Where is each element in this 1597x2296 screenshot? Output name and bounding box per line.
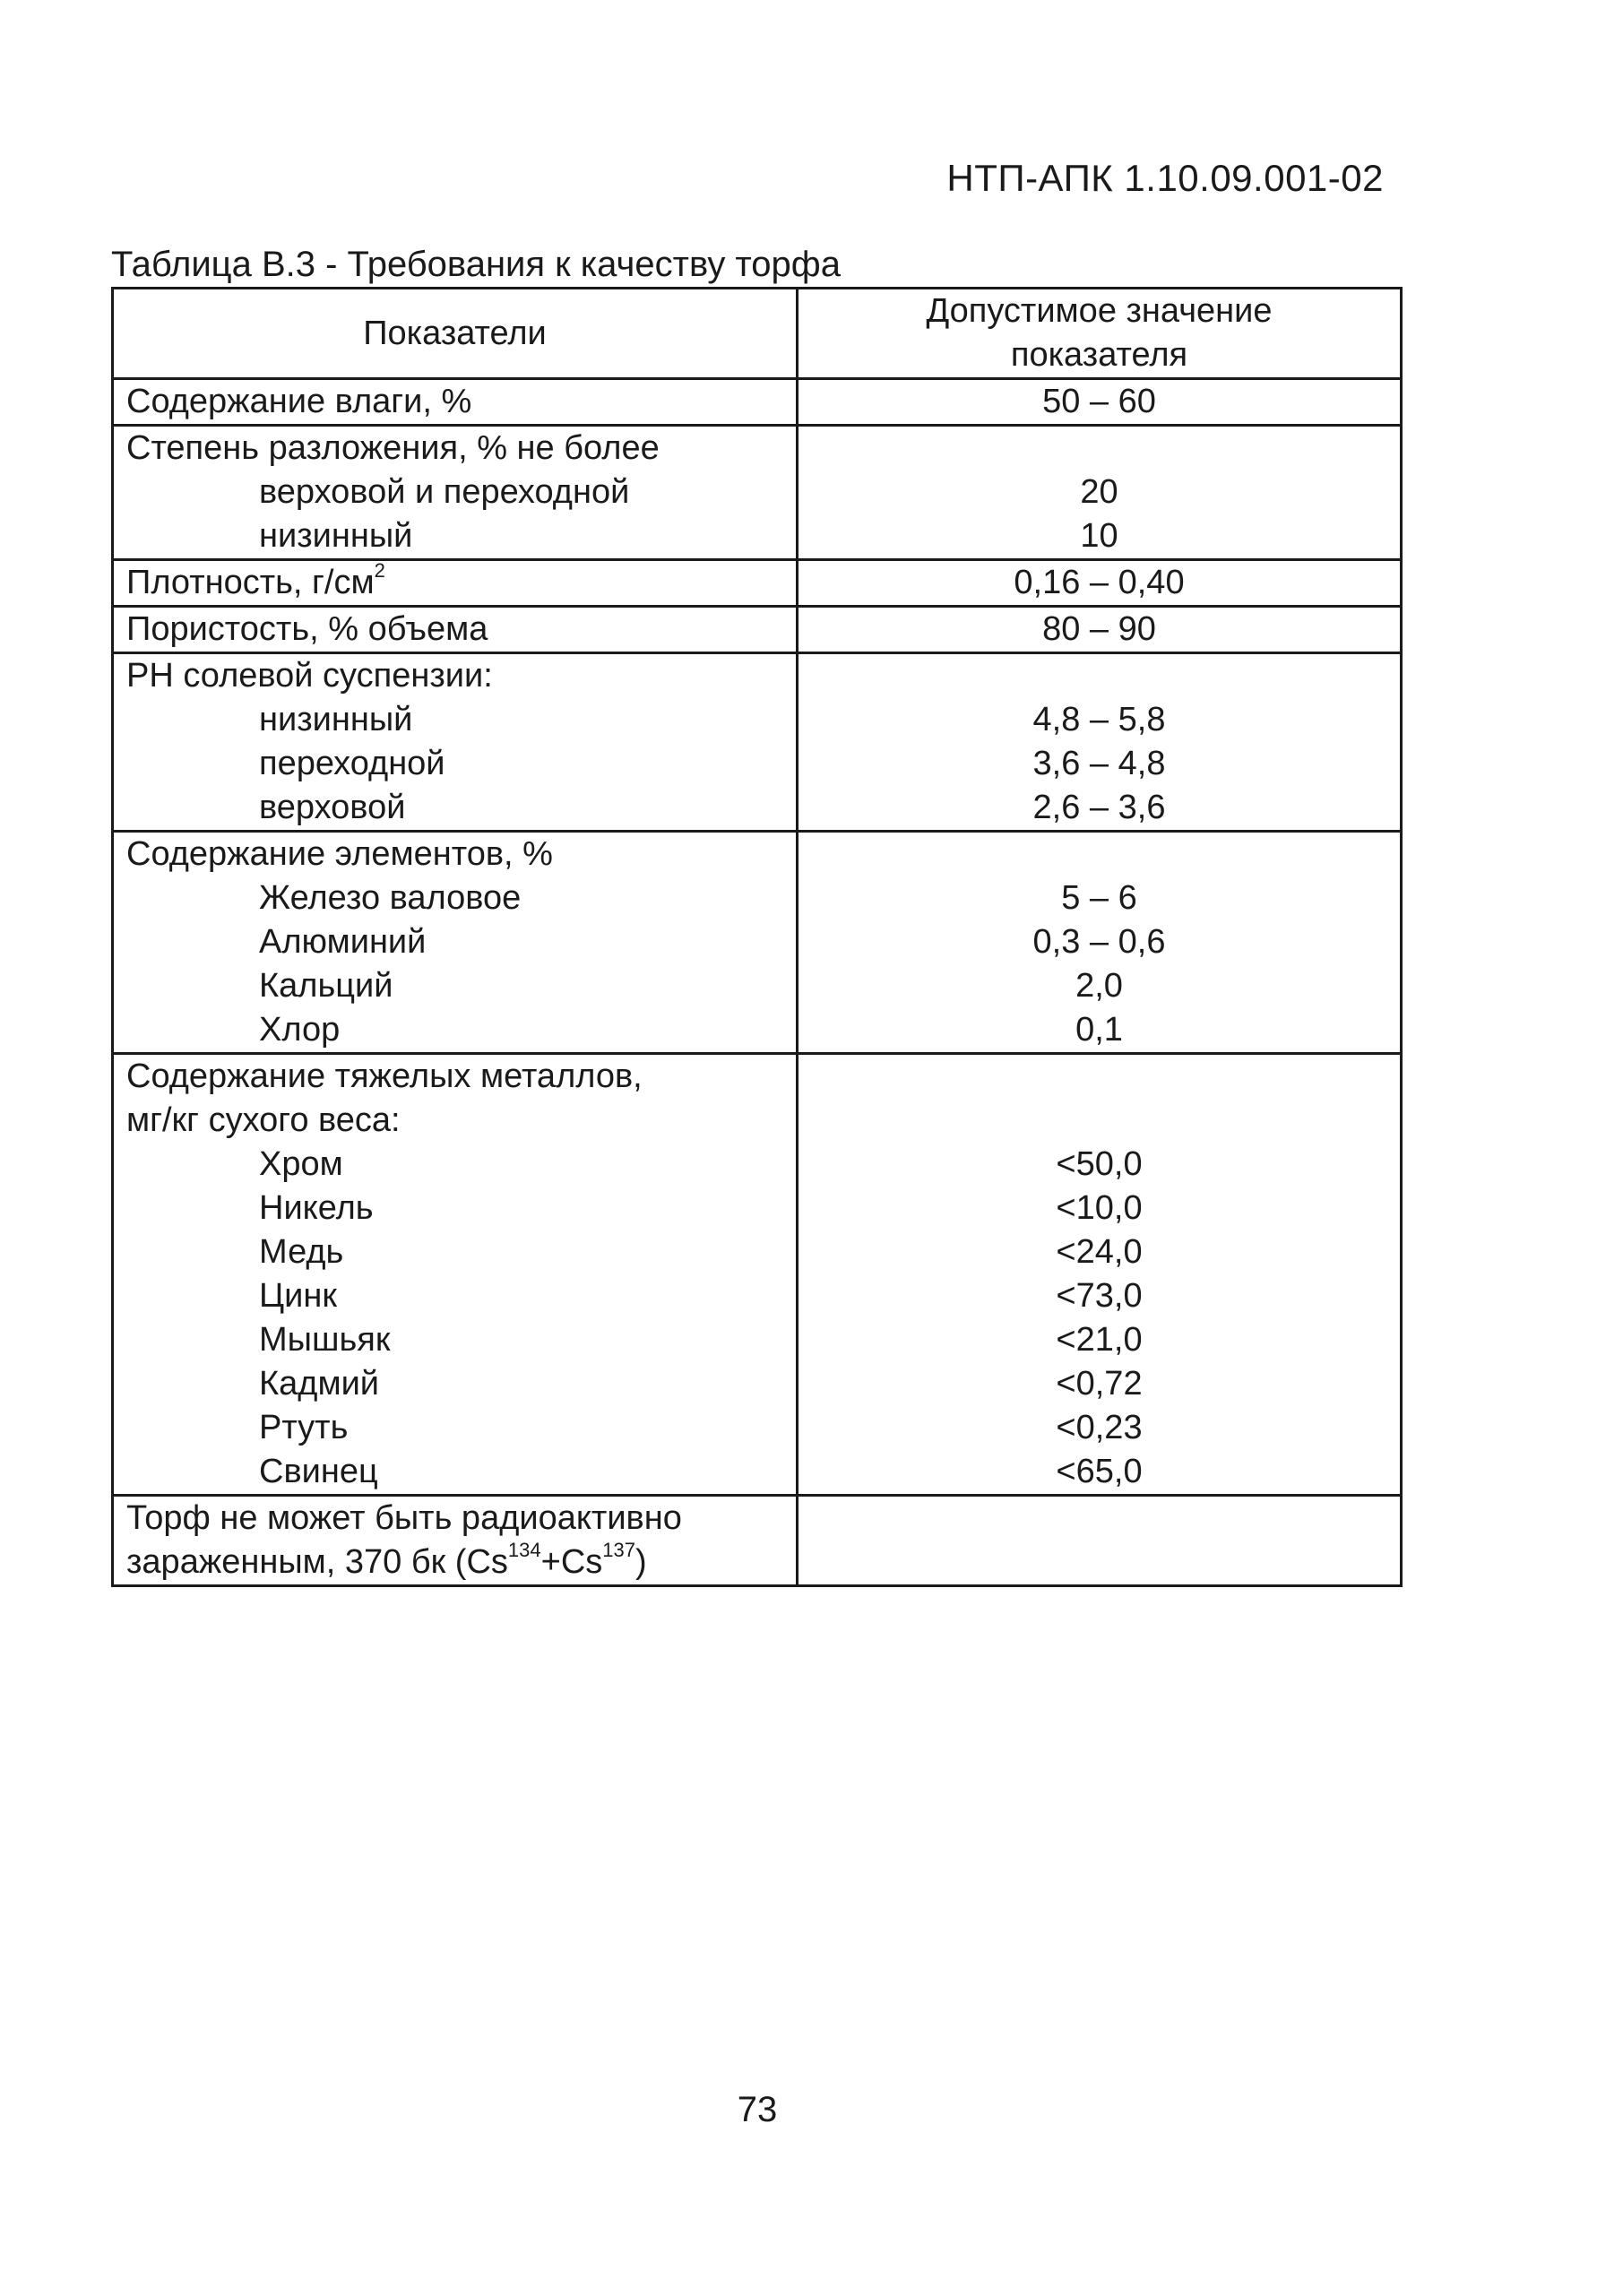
row-label: Плотность, $г/см^2$	[126, 559, 385, 601]
sub-label: переходной	[259, 745, 445, 782]
page-number: 73	[737, 2090, 778, 2129]
sub-label: верховой и переходной	[259, 473, 630, 511]
row-value: 80 – 90	[1042, 610, 1156, 648]
sub-value: <10,0	[1056, 1189, 1143, 1227]
column-header-indicators: Показатели	[113, 289, 798, 379]
row-label: Пористость, % объема	[126, 610, 488, 648]
sub-value: <65,0	[1056, 1453, 1143, 1490]
sub-value: 0,1	[1075, 1011, 1123, 1049]
sub-value: 2,6 – 3,6	[1032, 789, 1166, 826]
sub-value: 5 – 6	[1061, 879, 1137, 917]
sub-label: Алюминий	[259, 923, 427, 961]
sub-value: <0,72	[1056, 1365, 1143, 1403]
row-label: зараженным, 370 бк $(Cs^{134}+Cs^{137})$	[126, 1539, 647, 1581]
row-label: Содержание влаги, %	[126, 383, 472, 420]
sub-label: низинный	[259, 517, 413, 555]
sub-value: <0,23	[1056, 1409, 1143, 1446]
header-line: Допустимое значение	[926, 292, 1273, 330]
sub-value: <24,0	[1056, 1233, 1143, 1271]
sub-label: Кадмий	[259, 1365, 380, 1403]
row-ph	[113, 653, 1402, 832]
sub-label: Хлор	[259, 1011, 341, 1049]
sub-value: <73,0	[1056, 1277, 1143, 1315]
superscript: 2	[374, 559, 385, 582]
sub-value: 2,0	[1075, 967, 1123, 1005]
sub-label: Никель	[259, 1189, 374, 1227]
sub-value: 20	[1080, 473, 1118, 511]
sub-value: <21,0	[1056, 1321, 1143, 1359]
peat-quality-table	[111, 287, 1403, 1587]
sub-label: Мышьяк	[259, 1321, 391, 1359]
row-label: Торф не может быть радиоактивно	[126, 1499, 682, 1537]
table-header-row	[113, 289, 1402, 379]
sub-value: <50,0	[1056, 1145, 1143, 1183]
row-value: 0,16 – 0,40	[1014, 564, 1185, 601]
column-header-allowed-value	[798, 289, 1402, 379]
sub-label: верховой	[259, 789, 406, 826]
row-moisture	[113, 379, 1402, 426]
row-decomposition	[113, 426, 1402, 560]
sub-label: Кальций	[259, 967, 393, 1005]
sub-label: Железо валовое	[259, 879, 522, 917]
header-line: показателя	[1010, 336, 1188, 374]
sub-value: 0,3 – 0,6	[1032, 923, 1166, 961]
table-caption: Таблица В.3 - Требования к качеству торфа	[111, 245, 841, 284]
row-porosity	[113, 607, 1402, 653]
row-density	[113, 560, 1402, 607]
sub-label: Ртуть	[259, 1409, 349, 1446]
sub-label: Медь	[259, 1233, 344, 1271]
sub-value: 3,6 – 4,8	[1032, 745, 1166, 782]
row-heavy-metals	[113, 1054, 1402, 1496]
row-label: мг/кг сухого веса:	[126, 1101, 401, 1139]
row-label: Содержание элементов, %	[126, 835, 553, 873]
sub-value: 10	[1080, 517, 1118, 555]
row-label: Степень разложения, % не более	[126, 429, 660, 467]
superscript: 134	[507, 1539, 541, 1561]
row-value: 50 – 60	[1042, 383, 1156, 420]
sub-label: низинный	[259, 701, 413, 738]
row-label: РН солевой суспензии:	[126, 657, 493, 695]
row-label: Содержание тяжелых металлов,	[126, 1057, 643, 1095]
sub-label: Хром	[259, 1145, 343, 1183]
document-code: НТП-АПК 1.10.09.001-02	[946, 157, 1384, 199]
sub-label: Свинец	[259, 1453, 378, 1490]
row-radioactivity	[113, 1496, 1402, 1586]
sub-label: Цинк	[259, 1277, 337, 1315]
sub-value: 4,8 – 5,8	[1032, 701, 1166, 738]
row-elements	[113, 832, 1402, 1054]
superscript: 137	[602, 1539, 635, 1561]
